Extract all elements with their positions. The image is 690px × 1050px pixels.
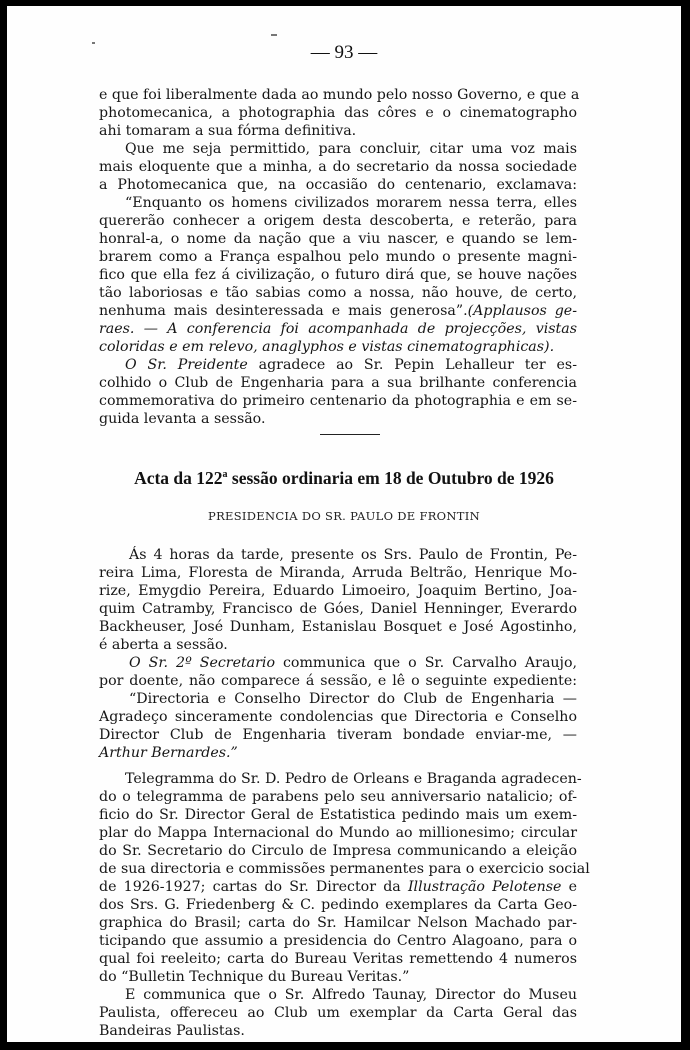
section-divider — [320, 434, 380, 435]
text-line: Que me seja permittido, para concluir, citar uma voz mais — [125, 141, 577, 157]
text-line: ahi tomaram a sua fórma definitiva. — [99, 123, 357, 139]
text-line: Telegramma do Sr. D. Pedro de Orleans e Braganda agradecen- — [125, 771, 582, 787]
heading-text: sessão ordinaria em 18 de Outubro de 1926 — [227, 468, 554, 488]
text-line: por doente, não comparece á sessão, e lê o seguinte expediente: — [99, 673, 577, 689]
text-line — [125, 356, 577, 374]
telegram-line: Agradeço sinceramente condolencias que Directoria e Conselho — [99, 709, 577, 725]
text-line: guida levanta a sessão. — [99, 411, 266, 427]
applause-note: (Applausos ge- — [467, 303, 577, 319]
text-line: E communica que o Sr. Alfredo Taunay, Director do Museu — [125, 987, 577, 1003]
text-line: reira Lima, Floresta de Miranda, Arruda Beltrão, Henrique Mo- — [99, 565, 577, 581]
text-line: commemorativa do primeiro centenario da photographia e em se- — [99, 393, 577, 409]
text-line: graphica do Brasil; carta do Sr. Hamilcar Nelson Machado par- — [99, 915, 577, 931]
text-line: ticipando que assumio a presidencia do Centro Alagoano, para o — [99, 933, 577, 949]
text-line: Bandeiras Paulistas. — [99, 1023, 245, 1039]
quote-line: quererão conhecer a origem desta descoberta, e reterão, para — [99, 213, 577, 229]
telegram-line: Director Club de Engenharia tiveram bondade enviar-me, — — [99, 727, 577, 743]
text-span: de 1926-1927; cartas do Sr. Director da — [99, 879, 408, 895]
text-line: a Photomecanica que, na occasião do centenario, exclamava: — [99, 177, 577, 193]
text-line: colhido o Club de Engenharia para a sua brilhante conferencia — [99, 375, 577, 391]
text-line — [129, 654, 577, 672]
scanned-page — [7, 6, 681, 1042]
text-line: de sua directoria e commissões permanentes para o exercicio social — [99, 861, 590, 877]
ordinal-sup: a — [222, 469, 228, 481]
quote-line: tão laboriosas e tão sabias como a nossa, não houve, de certo, — [99, 285, 577, 301]
quote-line: fico que ella fez á civilização, o futuro dirá que, se houve nações — [99, 267, 577, 283]
applause-note: raes. — A conferencia foi acompanhada de projecções, vistas — [99, 321, 577, 337]
publication-title: Illustração Pelotense — [407, 879, 562, 895]
text-line: do “Bulletin Technique du Bureau Veritas.” — [99, 969, 410, 985]
text-line: do o telegramma de parabens pelo seu anniversario natalicio; of- — [99, 789, 577, 805]
quote-end: nenhuma mais desinteressada e mais generosa”. — [99, 303, 468, 319]
quote-line: honral-a, o nome da nação que a viu nascer, e quando se lem- — [99, 231, 577, 247]
text-line: qual foi reeleito; carta do Bureau Veritas remettendo 4 numeros — [99, 951, 577, 967]
section-heading — [7, 468, 681, 489]
quote-line: “Enquanto os homens civilizados morarem nessa terra, elles — [125, 195, 577, 211]
text-line: Ás 4 horas da tarde, presente os Srs. Paulo de Frontin, Pe- — [129, 547, 577, 563]
text-line: photomecanica, a photographia das côres e o cinematographo — [99, 105, 577, 121]
text-line: é aberta a sessão. — [99, 637, 228, 653]
text-span: agradece ao Sr. Pepin Lehalleur ter es- — [247, 357, 577, 373]
text-line: plar do Mappa Internacional do Mundo ao millionesimo; circular — [99, 825, 577, 841]
telegram-signature: Arthur Bernardes.” — [99, 745, 238, 761]
heading-text: Acta da 122 — [134, 468, 223, 488]
text-line: rize, Emygdio Pereira, Eduardo Limoeiro, Joaquim Bertino, Joa- — [99, 583, 577, 599]
text-span: communica que o Sr. Carvalho Araujo, — [275, 655, 577, 671]
speaker-name: O Sr. Preidente — [125, 357, 248, 373]
presidency-line: PRESIDENCIA DO SR. PAULO DE FRONTIN — [208, 509, 480, 523]
text-line: Paulista, offereceu ao Club um exemplar da Carta Geral das — [99, 1005, 577, 1021]
text-span: e — [561, 879, 578, 895]
text-line: do Sr. Secretario do Circulo de Impresa communicando a eleição — [99, 843, 577, 859]
text-line: dos Srs. G. Friedenberg & C. pedindo exemplares da Carta Geo- — [99, 897, 577, 913]
text-line: ficio do Sr. Director Geral de Estatistica pedindo mais um exem- — [99, 807, 577, 823]
text-line: mais eloquente que a minha, a do secretario da nossa sociedade — [99, 159, 577, 175]
quote-line: brarem como a França espalhou pelo mundo o presente magni- — [99, 249, 577, 265]
text-line: e que foi liberalmente dada ao mundo pelo nosso Governo, e que a — [99, 87, 580, 103]
page-number: — 93 — — [310, 42, 378, 63]
text-line: Backheuser, José Dunham, Estanislau Bosquet e José Agostinho, — [99, 619, 577, 635]
scan-speck — [271, 34, 277, 36]
telegram-line: “Directoria e Conselho Director do Club de Engenharia — — [129, 691, 577, 707]
applause-note: coloridas e em relevo, anaglyphos e vistas cinematographicas). — [99, 339, 555, 355]
text-line: quim Catramby, Francisco de Góes, Daniel Henninger, Everardo — [99, 601, 577, 617]
text-line — [99, 878, 577, 896]
quote-line — [99, 302, 577, 320]
speaker-name: O Sr. 2º Secretario — [129, 655, 275, 671]
